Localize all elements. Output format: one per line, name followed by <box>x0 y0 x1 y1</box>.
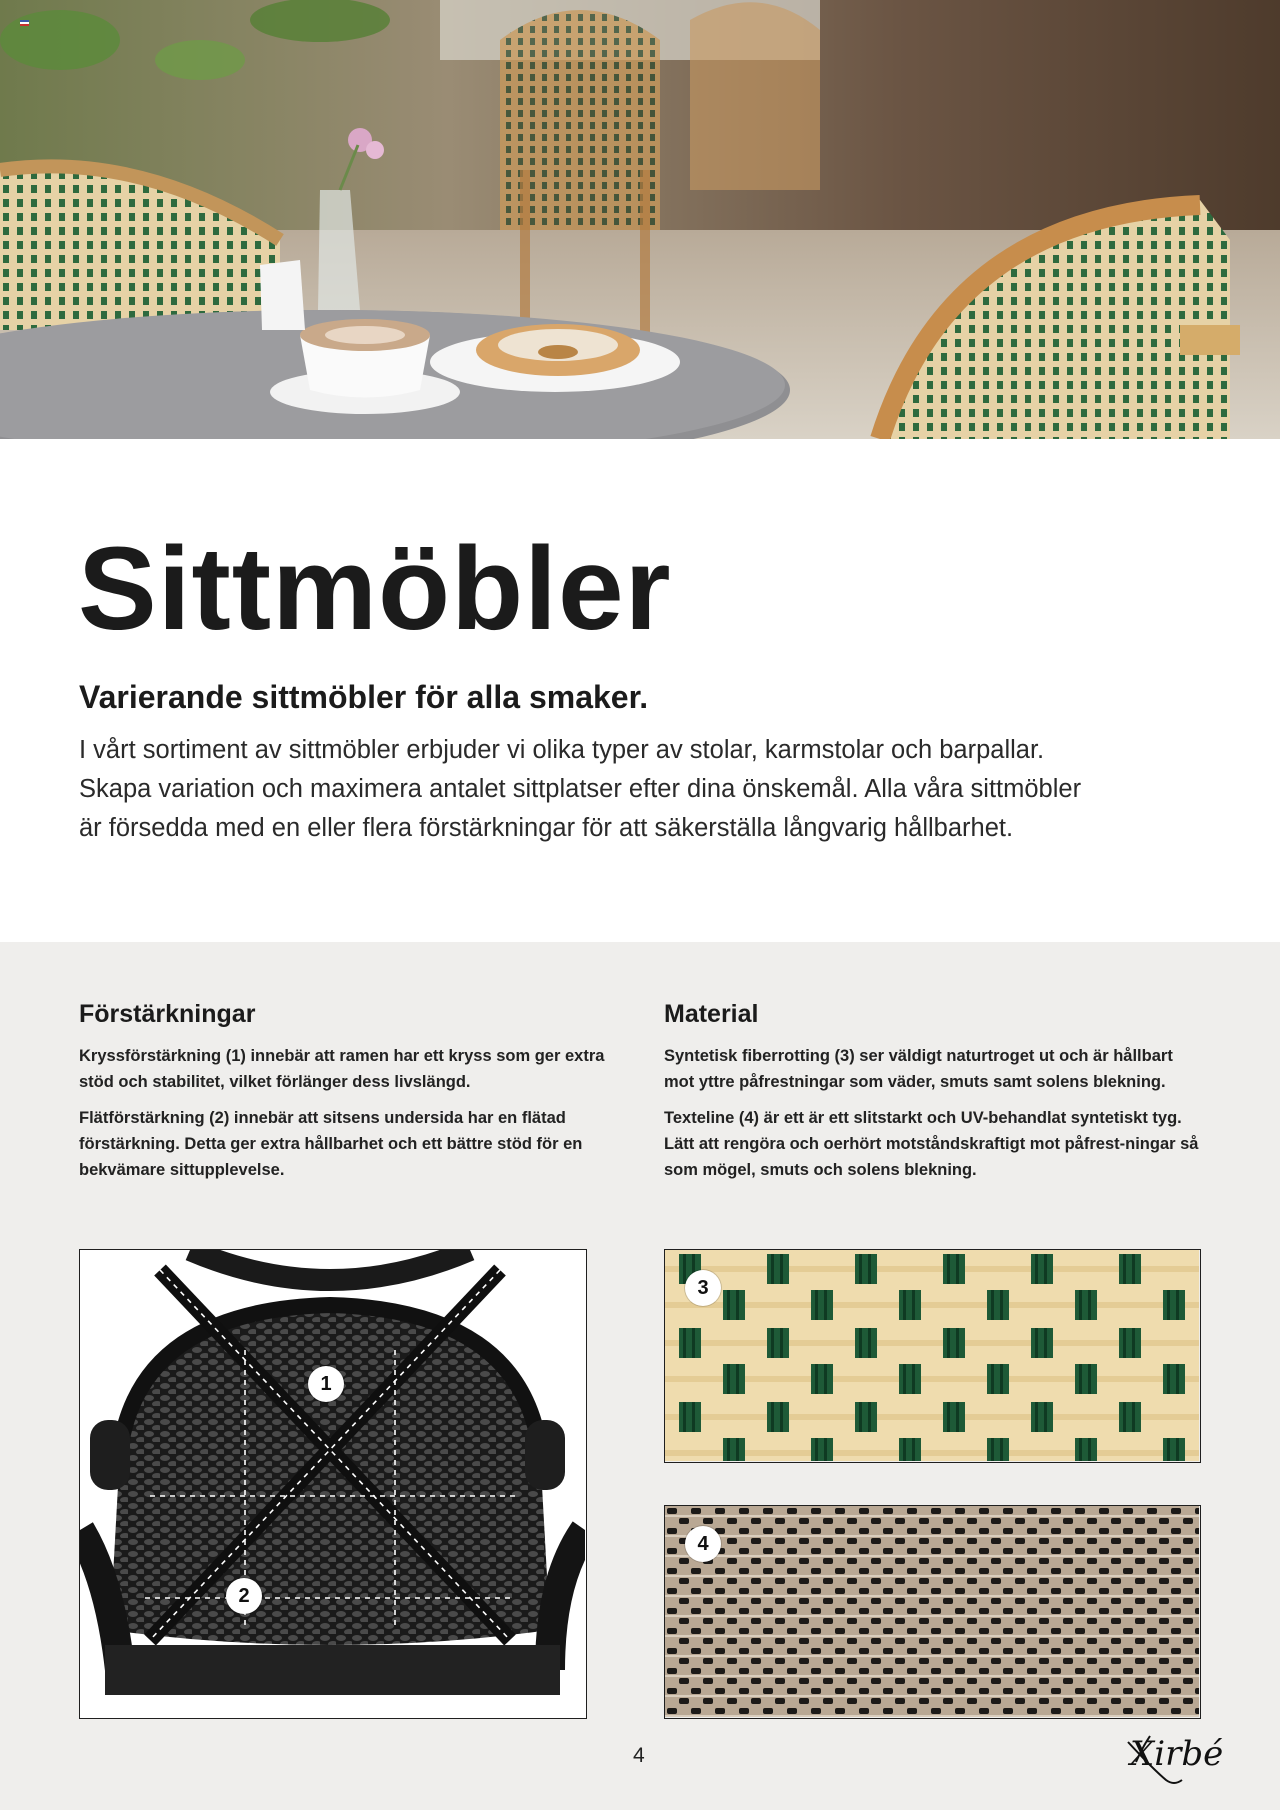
page-title: Sittmöbler <box>78 523 672 655</box>
page-number: 4 <box>633 1744 645 1767</box>
language-flag-icon[interactable] <box>20 20 29 26</box>
intro-line-1: I vårt sortiment av sittmöbler erbjuder vi olika typer av stolar, karmstolar och barpallar. <box>79 736 1045 764</box>
material-column <box>664 999 1204 1193</box>
reinforcements-heading: Förstärkningar <box>79 1000 256 1028</box>
material-heading: Material <box>664 1000 759 1028</box>
synthetic-rattan-text: Syntetisk fiberrotting (3) ser väldigt naturtroget ut och är hållbart mot yttre påfrestningar som väder, smuts samt solens blekning. <box>664 1047 1173 1091</box>
rattan-weave-pattern <box>665 1250 1199 1461</box>
cross-reinforcement-text: Kryssförstärkning (1) innebär att ramen har ett kryss som ger extra stöd och stabilitet, vilket förlänger dess livslängd. <box>79 1047 605 1091</box>
chair-underside-image <box>79 1249 587 1719</box>
marker-3: 3 <box>685 1270 721 1306</box>
marker-1: 1 <box>308 1366 344 1402</box>
page-subtitle: Varierande sittmöbler för alla smaker. <box>79 679 649 715</box>
intro-line-3: är försedda med en eller flera förstärkningar för att säkerställa långvarig hållbarhet. <box>79 814 1014 842</box>
hero-photo <box>0 0 1280 439</box>
synthetic-rattan-swatch <box>664 1249 1201 1463</box>
reinforcements-column <box>79 999 619 1193</box>
chair-underside-illustration <box>80 1250 585 1717</box>
cafe-scene-illustration <box>0 0 1280 439</box>
brand-signature-logo <box>1122 1728 1224 1788</box>
texteline-text: Texteline (4) är ett är ett slitstarkt och UV-behandlat syntetiskt tyg. Lätt att rengöra och oerhört motståndskraftigt mot påfrest-ningar så som mögel, smuts och solens blekning. <box>664 1109 1199 1179</box>
braid-reinforcement-text: Flätförstärkning (2) innebär att sitsens undersida har en flätad förstärkning. Detta ger extra hållbarhet och ett bättre stöd för en bekvämare sittupplevelse. <box>79 1109 583 1179</box>
brand-logo-text: Xirbé <box>1130 1734 1224 1774</box>
intro-paragraph <box>79 731 1199 848</box>
intro-line-2: Skapa variation och maximera antalet sittplatser efter dina önskemål. Alla våra sittmöbler <box>79 775 1082 803</box>
texteline-swatch <box>664 1505 1201 1719</box>
texteline-weave-pattern <box>665 1506 1199 1717</box>
marker-2: 2 <box>226 1578 262 1614</box>
marker-4: 4 <box>685 1526 721 1562</box>
